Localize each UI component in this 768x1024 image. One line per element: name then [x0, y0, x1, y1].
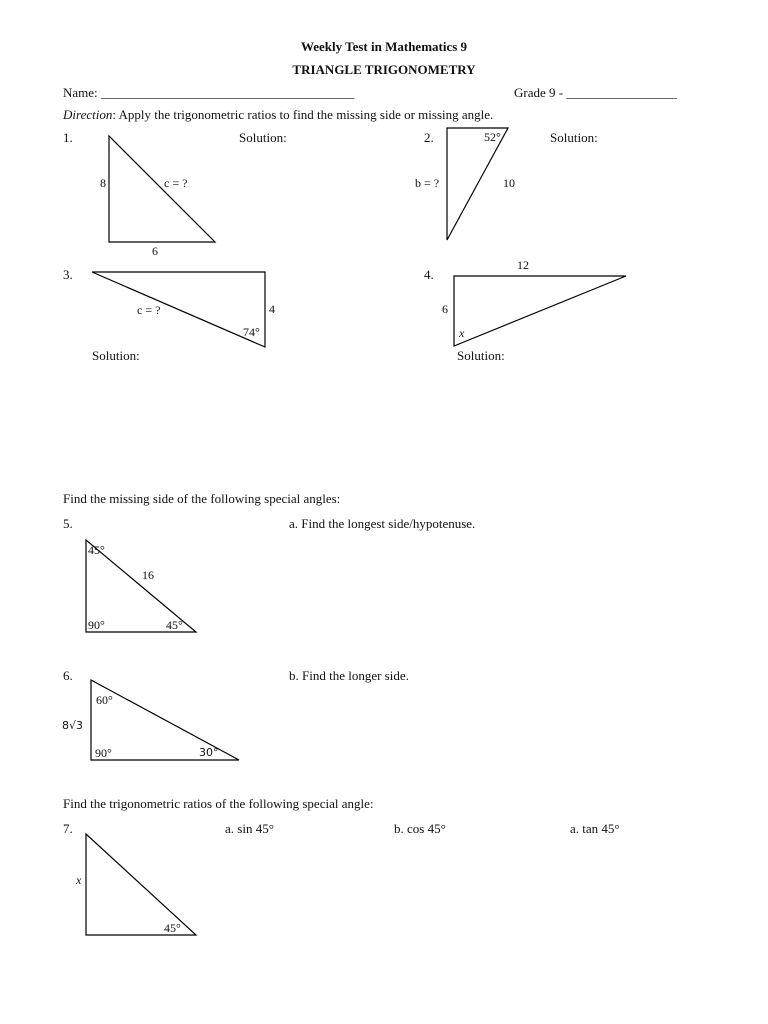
triangle-1 [109, 136, 215, 242]
problem-5-hypotenuse: 16 [142, 568, 154, 582]
special-heading: Find the missing side of the following special angles: [63, 491, 341, 506]
problem-2-number: 2. [424, 130, 434, 145]
problem-7-side-left: x [76, 873, 82, 887]
ratios-heading: Find the trigonometric ratios of the following special angle: [63, 796, 374, 811]
test-title: Weekly Test in Mathematics 9 [300, 39, 468, 54]
grade-field: Grade 9 - _________________ [514, 85, 677, 100]
triangle-7 [86, 834, 196, 935]
test-subtitle: TRIANGLE TRIGONOMETRY [292, 62, 476, 77]
problem-6-angle-bottom: 30° [199, 746, 219, 759]
problem-4-angle: x [459, 326, 465, 340]
problem-7-tan: a. tan 45° [570, 821, 620, 836]
problem-7-angle: 45° [164, 921, 181, 935]
problem-3-angle: 74° [243, 325, 260, 339]
problem-6-question: b. Find the longer side. [289, 668, 409, 683]
problem-3-hypotenuse: c = ? [137, 303, 161, 317]
problem-5-angle-bottom: 45° [166, 618, 183, 632]
name-field: Name: _______________________________________ [63, 85, 355, 100]
problem-2-solution: Solution: [550, 130, 598, 145]
problem-4-solution: Solution: [457, 348, 505, 363]
triangle-4 [454, 276, 626, 346]
problem-6-side-left: 8√3 [62, 719, 84, 732]
problem-6-angle-top: 60° [96, 693, 113, 707]
problem-5-angle-right: 90° [88, 618, 105, 632]
problem-2-angle: 52° [484, 130, 501, 144]
problem-5-angle-top: 45° [88, 543, 105, 557]
problem-2-hypotenuse: 10 [503, 176, 515, 190]
problem-7-number: 7. [63, 821, 73, 836]
triangle-2 [447, 128, 508, 240]
problem-4-top: 12 [517, 258, 529, 272]
problem-4-number: 4. [424, 267, 434, 282]
problem-2-side-left: b = ? [415, 176, 440, 190]
problem-1-hypotenuse: c = ? [164, 176, 188, 190]
problem-1-solution: Solution: [239, 130, 287, 145]
problem-7-sin: a. sin 45° [225, 821, 274, 836]
problem-3-solution: Solution: [92, 348, 140, 363]
problem-5-number: 5. [63, 516, 73, 531]
problem-5-question: a. Find the longest side/hypotenuse. [289, 516, 476, 531]
problem-1-bottom: 6 [152, 244, 158, 258]
direction-line [63, 108, 493, 121]
problem-4-side-left: 6 [442, 302, 448, 316]
problem-6-number: 6. [63, 668, 73, 683]
direction-label: Direction [63, 107, 113, 122]
problem-6-angle-right: 90° [95, 746, 112, 760]
problem-1-number: 1. [63, 130, 73, 145]
problem-3-side-right: 4 [269, 302, 275, 316]
triangle-3 [92, 272, 265, 347]
problem-7-cos: b. cos 45° [394, 821, 446, 836]
problem-3-number: 3. [63, 267, 73, 282]
problem-1-side-left: 8 [100, 176, 106, 190]
direction-text: : Apply the trigonometric ratios to find the missing side or missing angle. [112, 107, 494, 122]
